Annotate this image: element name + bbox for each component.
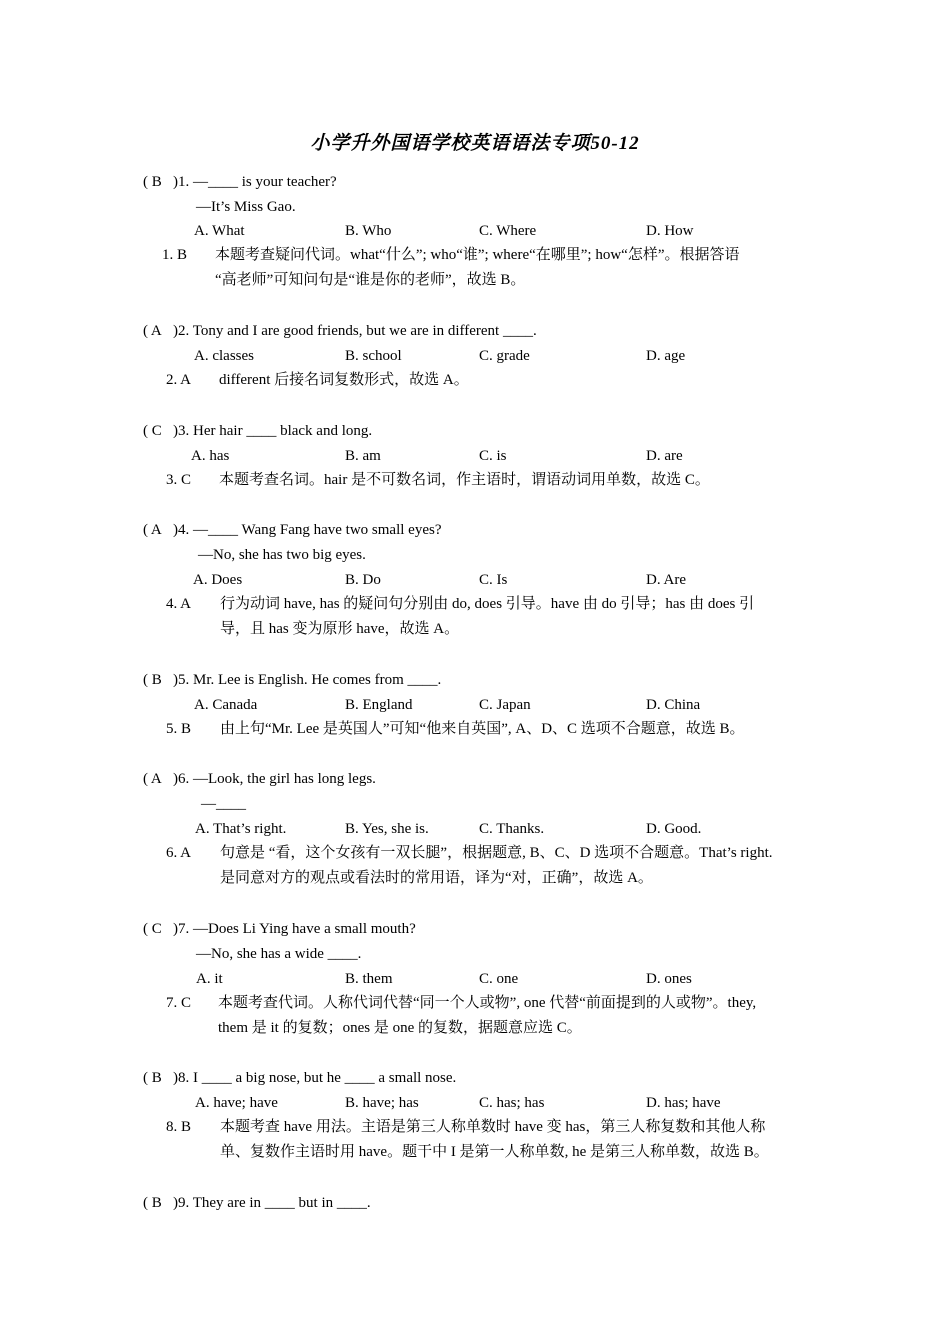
option-3c: C. is xyxy=(479,448,507,464)
option-8d: D. has; have xyxy=(646,1095,721,1111)
option-7a: A. it xyxy=(196,971,223,987)
question-7-stem: )7. —Does Li Ying have a small mouth? xyxy=(173,921,416,937)
option-1b: B. Who xyxy=(345,223,392,239)
explanation-7-line-1: 本题考查代词。人称代词代替“同一个人或物”, one 代替“前面提到的人或物”。they, xyxy=(218,995,757,1011)
question-4-reply: —No, she has two big eyes. xyxy=(198,547,366,563)
option-8c: C. has; has xyxy=(479,1095,545,1111)
option-3b: B. am xyxy=(345,448,381,464)
question-6-stem: )6. —Look, the girl has long legs. xyxy=(173,771,376,787)
explanation-5-number: 5. B xyxy=(166,721,192,737)
question-1-reply: —It’s Miss Gao. xyxy=(196,199,296,215)
question-6-reply: —____ xyxy=(201,796,246,812)
option-7c: C. one xyxy=(479,971,519,987)
option-2a: A. classes xyxy=(194,348,254,364)
question-3: ( C )3. Her hair ____ black and long. xyxy=(143,423,373,439)
question-1: ( B )1. —____ is your teacher? xyxy=(143,174,337,190)
page-title: 小学升外国语学校英语语法专项50-12 xyxy=(310,133,640,154)
option-7d: D. ones xyxy=(646,971,692,987)
explanation-8-number: 8. B xyxy=(166,1119,192,1135)
explanation-8-line-1: 本题考查 have 用法。主语是第三人称单数时 have 变 has，第三人称复数和其他人称 xyxy=(220,1119,766,1135)
explanation-2-number: 2. A xyxy=(166,372,192,388)
explanation-4-line-1: 行为动词 have, has 的疑问句分别由 do, does 引导。have 由 do 引导；has 由 does 引 xyxy=(220,596,755,612)
question-1-stem: )1. —____ is your teacher? xyxy=(173,174,337,190)
question-2-stem: )2. Tony and I are good friends, but we are in different ____. xyxy=(173,323,537,339)
option-1a: A. What xyxy=(194,223,245,239)
question-9: ( B )9. They are in ____ but in ____. xyxy=(143,1195,371,1211)
option-4b: B. Do xyxy=(345,572,381,588)
explanation-3-line-1: 本题考查名词。hair 是不可数名词，作主语时，谓语动词用单数，故选 C。 xyxy=(219,472,710,488)
explanation-1-number: 1. B xyxy=(162,247,188,263)
question-5-stem: )5. Mr. Lee is English. He comes from ____. xyxy=(173,672,442,688)
question-6: ( A )6. —Look, the girl has long legs. xyxy=(143,771,376,787)
option-4a: A. Does xyxy=(193,572,243,588)
explanation-7-line-2: them 是 it 的复数；ones 是 one 的复数，据题意应选 C。 xyxy=(218,1020,582,1036)
option-8b: B. have; has xyxy=(345,1095,419,1111)
option-4c: C. Is xyxy=(479,572,508,588)
option-7b: B. them xyxy=(345,971,393,987)
explanation-6-number: 6. A xyxy=(166,845,192,861)
explanation-2-line-1: different 后接名词复数形式，故选 A。 xyxy=(219,372,469,388)
question-2: ( A )2. Tony and I are good friends, but we are in different ____. xyxy=(143,323,537,339)
question-3-stem: )3. Her hair ____ black and long. xyxy=(173,423,373,439)
option-3a: A. has xyxy=(191,448,230,464)
explanation-6-line-1: 句意是 “看，这个女孩有一双长腿”，根据题意, B、C、D 选项不合题意。That’s right. xyxy=(220,845,773,861)
question-5: ( B )5. Mr. Lee is English. He comes from ____. xyxy=(143,672,442,688)
explanation-7-number: 7. C xyxy=(166,995,192,1011)
option-6b: B. Yes, she is. xyxy=(345,821,429,837)
explanation-8-line-2: 单、复数作主语时用 have。题干中 I 是第一人称单数, he 是第三人称单数，故选 B。 xyxy=(220,1144,769,1160)
question-7: ( C )7. —Does Li Ying have a small mouth? xyxy=(143,921,416,937)
question-4-stem: )4. —____ Wang Fang have two small eyes? xyxy=(173,522,442,538)
answer-9: B xyxy=(151,1195,162,1211)
question-7-reply: —No, she has a wide ____. xyxy=(196,946,362,962)
answer-7: C xyxy=(151,921,162,937)
explanation-1-line-2: “高老师”可知问句是“谁是你的老师”，故选 B。 xyxy=(215,272,526,288)
question-8-stem: )8. I ____ a big nose, but he ____ a small nose. xyxy=(173,1070,457,1086)
explanation-5-line-1: 由上句“Mr. Lee 是英国人”可知“他来自英国”, A、D、C 选项不合题意，故选 B。 xyxy=(220,721,745,737)
explanation-6-line-2: 是同意对方的观点或看法时的常用语，译为“对，正确”，故选 A。 xyxy=(220,870,653,886)
question-8: ( B )8. I ____ a big nose, but he ____ a small nose. xyxy=(143,1070,457,1086)
option-6d: D. Good. xyxy=(646,821,702,837)
option-4d: D. Are xyxy=(646,572,686,588)
answer-2: A xyxy=(150,323,162,339)
option-5a: A. Canada xyxy=(194,697,258,713)
option-2c: C. grade xyxy=(479,348,530,364)
option-6a: A. That’s right. xyxy=(195,821,287,837)
explanation-3-number: 3. C xyxy=(166,472,192,488)
answer-4: A xyxy=(150,522,162,538)
explanation-4-line-2: 导，且 has 变为原形 have，故选 A。 xyxy=(220,621,460,637)
answer-6: A xyxy=(150,771,162,787)
answer-1: B xyxy=(151,174,162,190)
explanation-4-number: 4. A xyxy=(166,596,192,612)
option-5b: B. England xyxy=(345,697,413,713)
option-1d: D. How xyxy=(646,223,694,239)
option-8a: A. have; have xyxy=(195,1095,278,1111)
question-4: ( A )4. —____ Wang Fang have two small eyes? xyxy=(143,522,442,538)
answer-5: B xyxy=(151,672,162,688)
explanation-1-line-1: 本题考查疑问代词。what“什么”; who“谁”; where“在哪里”; how“怎样”。根据答语 xyxy=(215,247,740,263)
option-3d: D. are xyxy=(646,448,683,464)
option-2b: B. school xyxy=(345,348,402,364)
answer-8: B xyxy=(151,1070,162,1086)
option-5d: D. China xyxy=(646,697,701,713)
option-5c: C. Japan xyxy=(479,697,531,713)
option-6c: C. Thanks. xyxy=(479,821,545,837)
option-2d: D. age xyxy=(646,348,686,364)
answer-3: C xyxy=(151,423,162,439)
question-9-stem: )9. They are in ____ but in ____. xyxy=(173,1195,371,1211)
option-1c: C. Where xyxy=(479,223,537,239)
